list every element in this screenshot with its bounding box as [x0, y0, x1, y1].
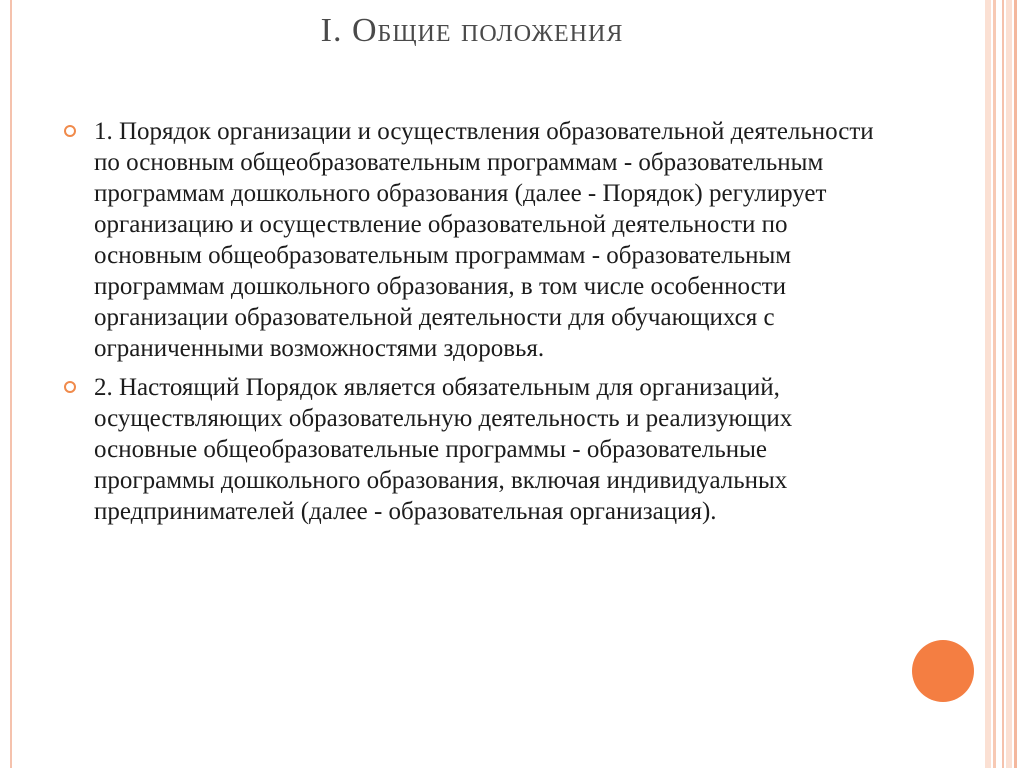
- bullet-circle-icon: [64, 381, 76, 393]
- decorative-stripe: [993, 0, 996, 768]
- decorative-stripe: [1006, 0, 1012, 768]
- decorative-stripe: [985, 0, 991, 768]
- bullet-circle-icon: [64, 125, 76, 137]
- slide-title: I. Общие положения: [320, 12, 624, 49]
- frame-right-line: [1002, 0, 1004, 768]
- bullet-list: [60, 116, 890, 535]
- decorative-stripe: [1014, 0, 1017, 768]
- paragraph-text: 1. Порядок организации и осуществления образовательной деятельности по основным общеобразовательным программам - образовательным программам дошкольного образования (далее - Порядок) регулирует организацию и осуществление образовательной деятельности по основным общеобразовательным программам - образовательным программам дошкольного образования, в том числе особенности организации образовательной деятельности для обучающихся с ограниченными возможностями здоровья.: [94, 118, 874, 362]
- frame-left-line: [10, 0, 12, 768]
- list-item: [60, 372, 890, 527]
- decorative-circle: [912, 640, 974, 702]
- list-item: [60, 116, 890, 364]
- paragraph-text: 2. Настоящий Порядок является обязательным для организаций, осуществляющих образовательную деятельность и реализующих основные общеобразовательные программы - образовательные программы дошкольного образования, включая индивидуальных предпринимателей (далее - образовательная организация).: [94, 374, 793, 525]
